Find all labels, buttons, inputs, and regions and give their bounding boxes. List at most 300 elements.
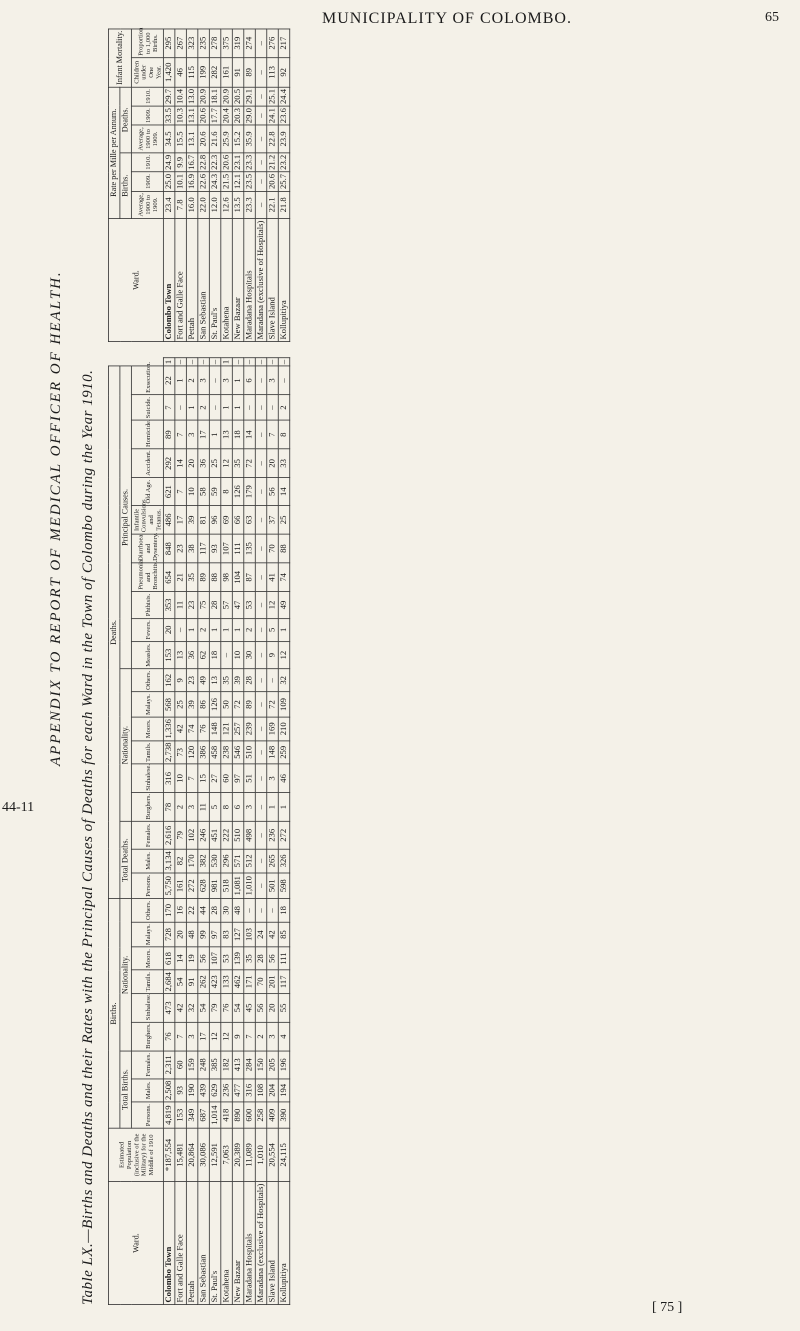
rates-row: [278, 29, 289, 342]
value-cell: 296: [221, 849, 232, 872]
value-cell: 66: [232, 506, 243, 535]
value-cell: 30,086: [198, 1128, 209, 1181]
value-cell: 23.9: [278, 126, 289, 153]
value-cell: 477: [232, 1079, 243, 1102]
value-cell: 7: [244, 1022, 255, 1051]
value-cell: 74: [186, 717, 197, 740]
value-cell: 21: [175, 563, 186, 592]
value-cell: *187,554: [163, 1128, 174, 1181]
value-cell: –: [255, 641, 266, 668]
value-cell: 103: [244, 922, 255, 947]
value-cell: 54: [198, 994, 209, 1023]
value-cell: 201: [267, 970, 278, 994]
value-cell: 162: [163, 669, 174, 692]
value-cell: 21.5: [221, 172, 232, 191]
side-number: 44-11: [2, 800, 35, 815]
value-cell: 1: [267, 793, 278, 822]
value-cell: 20.6: [198, 126, 209, 153]
births-deaths-col-header: Females.: [131, 1051, 163, 1079]
value-cell: 1: [209, 420, 220, 449]
value-cell: –: [255, 717, 266, 740]
value-cell: –: [255, 58, 266, 87]
value-cell: 25.1: [267, 87, 278, 106]
births-deaths-col-header: Malays.: [131, 692, 163, 717]
value-cell: 117: [278, 970, 289, 994]
births-deaths-total-row: [163, 358, 174, 1305]
value-cell: 6: [244, 366, 255, 395]
value-cell: 91: [186, 970, 197, 994]
ward-name-cell: St. Paul's: [209, 219, 220, 342]
value-cell: 96: [209, 506, 220, 535]
value-cell: –: [255, 29, 266, 58]
value-cell: 135: [244, 534, 255, 563]
value-cell: 267: [175, 29, 186, 58]
value-cell: 13.5: [232, 191, 243, 218]
ward-name-cell: Kotahena: [221, 1182, 232, 1305]
value-cell: 102: [186, 822, 197, 850]
value-cell: 60: [175, 1051, 186, 1079]
value-cell: –: [255, 358, 266, 366]
rates-row: [232, 29, 243, 342]
value-cell: 10.1: [175, 172, 186, 191]
value-cell: 32: [278, 669, 289, 692]
value-cell: 49: [278, 592, 289, 619]
value-cell: 4,819: [163, 1102, 174, 1128]
value-cell: –: [267, 669, 278, 692]
value-cell: 72: [244, 449, 255, 478]
value-cell: 7: [175, 478, 186, 506]
value-cell: 3: [186, 793, 197, 822]
value-cell: 246: [198, 822, 209, 850]
value-cell: 2,311: [163, 1051, 174, 1079]
value-cell: 9.9: [175, 153, 186, 172]
running-header-text: APPENDIX TO REPORT OF MEDICAL OFFICER OF HEALTH.: [48, 270, 64, 766]
births-deaths-col-header: Suicide.: [131, 395, 163, 420]
value-cell: 83: [221, 922, 232, 947]
value-cell: 319: [232, 29, 243, 58]
infant-mortality-header: Infant Mortality.: [108, 29, 131, 87]
births-deaths-col-header: Burghers.: [131, 1022, 163, 1051]
value-cell: 93: [209, 534, 220, 563]
value-cell: 54: [232, 994, 243, 1023]
value-cell: 28: [209, 899, 220, 922]
value-cell: –: [255, 449, 266, 478]
births-deaths-row: [278, 358, 289, 1305]
value-cell: 25.7: [278, 172, 289, 191]
rates-col-header: 1909.: [131, 172, 163, 191]
value-cell: 15.5: [175, 126, 186, 153]
value-cell: 353: [163, 592, 174, 619]
value-cell: 73: [175, 741, 186, 765]
value-cell: 113: [267, 58, 278, 87]
value-cell: 5: [209, 793, 220, 822]
value-cell: –: [255, 126, 266, 153]
value-cell: 295: [163, 29, 174, 58]
value-cell: 15.2: [232, 126, 243, 153]
value-cell: 35: [232, 449, 243, 478]
births-deaths-row: [232, 358, 243, 1305]
value-cell: 3: [221, 366, 232, 395]
ward-name-cell: Colombo Town: [163, 1182, 174, 1305]
value-cell: 59: [209, 478, 220, 506]
value-cell: 3: [267, 1022, 278, 1051]
value-cell: 1: [186, 618, 197, 641]
births-group-header: Births.: [108, 899, 119, 1128]
value-cell: 12,591: [209, 1128, 220, 1181]
value-cell: 687: [198, 1102, 209, 1128]
ward-name-cell: Maradana (exclusive of Hospitals): [255, 1182, 266, 1305]
value-cell: 25: [175, 692, 186, 717]
ward-name-cell: New Bazaar: [232, 219, 243, 342]
value-cell: 20: [267, 449, 278, 478]
births-deaths-col-header: Others.: [131, 899, 163, 922]
value-cell: 36: [186, 641, 197, 668]
value-cell: 598: [278, 873, 289, 899]
ward-name-cell: Pettah: [186, 1182, 197, 1305]
value-cell: 890: [232, 1102, 243, 1128]
ward-name-cell: Slave Island: [267, 219, 278, 342]
value-cell: 473: [163, 994, 174, 1023]
value-cell: 69: [221, 506, 232, 535]
value-cell: 37: [267, 506, 278, 535]
value-cell: 1: [278, 793, 289, 822]
rates-col-header: Average, 1900 to 1909.: [131, 191, 163, 218]
value-cell: 38: [186, 534, 197, 563]
value-cell: –: [255, 420, 266, 449]
value-cell: –: [255, 172, 266, 191]
value-cell: 282: [209, 58, 220, 87]
value-cell: 512: [244, 849, 255, 872]
value-cell: 571: [232, 849, 243, 872]
value-cell: 375: [221, 29, 232, 58]
value-cell: 10.3: [175, 106, 186, 125]
value-cell: 98: [221, 563, 232, 592]
value-cell: 45: [244, 994, 255, 1023]
value-cell: 58: [198, 478, 209, 506]
value-cell: 413: [232, 1051, 243, 1079]
value-cell: 462: [232, 970, 243, 994]
value-cell: 28: [209, 592, 220, 619]
value-cell: 210: [278, 717, 289, 740]
value-cell: 8: [221, 478, 232, 506]
ward-name-cell: Maradana (exclusive of Hospitals): [255, 219, 266, 342]
value-cell: 2: [278, 395, 289, 420]
value-cell: 510: [244, 741, 255, 765]
value-cell: 16: [175, 899, 186, 922]
value-cell: 148: [209, 717, 220, 740]
value-cell: –: [221, 641, 232, 668]
running-header-left: [48, 6, 78, 766]
value-cell: 56: [267, 478, 278, 506]
births-deaths-col-header: Tamils.: [131, 741, 163, 765]
value-cell: 11: [198, 793, 209, 822]
value-cell: 1: [221, 358, 232, 366]
value-cell: 56: [267, 947, 278, 970]
rates-col-header: 1909.: [131, 106, 163, 125]
value-cell: –: [244, 358, 255, 366]
value-cell: 13.0: [186, 87, 197, 106]
births-deaths-col-header: Accident.: [131, 449, 163, 478]
value-cell: 5: [267, 618, 278, 641]
births-deaths-table: [108, 357, 290, 1305]
value-cell: 236: [221, 1079, 232, 1102]
value-cell: 41: [267, 563, 278, 592]
value-cell: 76: [221, 994, 232, 1023]
value-cell: –: [255, 153, 266, 172]
value-cell: 2: [244, 618, 255, 641]
value-cell: 159: [186, 1051, 197, 1079]
value-cell: 120: [186, 741, 197, 765]
value-cell: 12: [221, 449, 232, 478]
value-cell: 510: [232, 822, 243, 850]
value-cell: –: [255, 899, 266, 922]
value-cell: 2,616: [163, 822, 174, 850]
value-cell: 24,115: [278, 1128, 289, 1181]
value-cell: 1,010: [244, 873, 255, 899]
value-cell: 148: [267, 741, 278, 765]
value-cell: 3,134: [163, 849, 174, 872]
value-cell: 161: [175, 873, 186, 899]
value-cell: 728: [163, 922, 174, 947]
value-cell: 22.3: [209, 153, 220, 172]
value-cell: –: [186, 358, 197, 366]
value-cell: 20: [267, 994, 278, 1023]
births-deaths-col-header: Pneumonia and Bronchitis.: [131, 563, 163, 592]
value-cell: 133: [221, 970, 232, 994]
value-cell: –: [255, 741, 266, 765]
value-cell: 171: [244, 970, 255, 994]
value-cell: 34.5: [163, 126, 174, 153]
value-cell: 48: [232, 899, 243, 922]
value-cell: 458: [209, 741, 220, 765]
value-cell: 258: [255, 1102, 266, 1128]
value-cell: 182: [221, 1051, 232, 1079]
value-cell: 24: [255, 922, 266, 947]
value-cell: 56: [198, 947, 209, 970]
births-deaths-col-header: Exsecution.: [131, 366, 163, 395]
value-cell: –: [175, 358, 186, 366]
rates-col-header: 1910.: [131, 87, 163, 106]
value-cell: 63: [244, 506, 255, 535]
value-cell: 20.4: [221, 106, 232, 125]
ward-name-cell: Kotahena: [221, 219, 232, 342]
value-cell: 23: [175, 534, 186, 563]
value-cell: 3: [244, 793, 255, 822]
value-cell: 153: [175, 1102, 186, 1128]
value-cell: 20.6: [267, 172, 278, 191]
value-cell: 236: [267, 822, 278, 850]
value-cell: 20: [175, 922, 186, 947]
births-deaths-col-header: Infantile Convulsions and Tetanus.: [131, 506, 163, 535]
value-cell: 30: [244, 641, 255, 668]
value-cell: 47: [232, 592, 243, 619]
rates-row: [221, 29, 232, 342]
value-cell: 78: [163, 793, 174, 822]
value-cell: 2: [186, 366, 197, 395]
value-cell: 9: [267, 641, 278, 668]
rates-row: [209, 29, 220, 342]
value-cell: –: [255, 506, 266, 535]
value-cell: 600: [244, 1102, 255, 1128]
value-cell: –: [255, 106, 266, 125]
population-header: Estimated Population (inclusive of the Military) for the Middle of 1910: [108, 1128, 163, 1181]
ward-header-2: Ward.: [108, 219, 163, 342]
value-cell: 39: [186, 506, 197, 535]
value-cell: –: [209, 358, 220, 366]
value-cell: 23.5: [244, 172, 255, 191]
value-cell: 10.4: [175, 87, 186, 106]
value-cell: 111: [278, 947, 289, 970]
rates-row: [175, 29, 186, 342]
value-cell: –: [244, 899, 255, 922]
value-cell: 15,481: [175, 1128, 186, 1181]
rates-table: [108, 29, 290, 343]
births-deaths-col-header: Homicide.: [131, 420, 163, 449]
value-cell: –: [175, 395, 186, 420]
value-cell: 55: [278, 994, 289, 1023]
value-cell: –: [255, 793, 266, 822]
value-cell: 18: [232, 420, 243, 449]
value-cell: 7: [175, 1022, 186, 1051]
value-cell: 451: [209, 822, 220, 850]
rates-row: [198, 29, 209, 342]
value-cell: 259: [278, 741, 289, 765]
value-cell: 12.0: [209, 191, 220, 218]
value-cell: 23.3: [244, 153, 255, 172]
value-cell: 14: [278, 478, 289, 506]
value-cell: 20: [163, 618, 174, 641]
value-cell: –: [278, 366, 289, 395]
rates-col-header: 1910.: [131, 153, 163, 172]
value-cell: 107: [209, 947, 220, 970]
value-cell: 97: [232, 764, 243, 793]
value-cell: 7: [175, 420, 186, 449]
value-cell: 13.1: [186, 106, 197, 125]
value-cell: 9: [175, 669, 186, 692]
value-cell: 14: [244, 420, 255, 449]
value-cell: 257: [232, 717, 243, 740]
value-cell: 10: [175, 764, 186, 793]
value-cell: 1: [232, 618, 243, 641]
value-cell: 72: [232, 692, 243, 717]
value-cell: 20.9: [221, 87, 232, 106]
value-cell: 7,063: [221, 1128, 232, 1181]
value-cell: 24.1: [267, 106, 278, 125]
births-deaths-col-header: Phthisis.: [131, 592, 163, 619]
value-cell: 24.3: [209, 172, 220, 191]
births-deaths-row: [255, 358, 266, 1305]
value-cell: 1,014: [209, 1102, 220, 1128]
value-cell: 23: [186, 592, 197, 619]
value-cell: 16.9: [186, 172, 197, 191]
value-cell: 99: [198, 922, 209, 947]
births-deaths-row: [198, 358, 209, 1305]
ward-name-cell: Kollupitiya: [278, 1182, 289, 1305]
value-cell: 108: [255, 1079, 266, 1102]
value-cell: 17.7: [209, 106, 220, 125]
value-cell: 23.1: [232, 153, 243, 172]
value-cell: 24.9: [163, 153, 174, 172]
value-cell: 4: [278, 1022, 289, 1051]
value-cell: 32: [186, 994, 197, 1023]
value-cell: 86: [198, 692, 209, 717]
value-cell: 97: [209, 922, 220, 947]
value-cell: 21.6: [209, 126, 220, 153]
value-cell: 54: [175, 970, 186, 994]
value-cell: 23.4: [163, 191, 174, 218]
value-cell: 1: [278, 618, 289, 641]
value-cell: 2: [198, 618, 209, 641]
value-cell: 53: [221, 947, 232, 970]
value-cell: 49: [198, 669, 209, 692]
births-deaths-col-header: Males.: [131, 849, 163, 872]
value-cell: 170: [163, 899, 174, 922]
births-deaths-col-header: Persons.: [131, 1102, 163, 1128]
value-cell: –: [255, 366, 266, 395]
value-cell: –: [175, 618, 186, 641]
value-cell: 1: [232, 366, 243, 395]
value-cell: 1: [163, 358, 174, 366]
value-cell: 2: [198, 395, 209, 420]
value-cell: 50: [221, 692, 232, 717]
ward-name-cell: St. Paul's: [209, 1182, 220, 1305]
births-deaths-col-header: Old Age.: [131, 478, 163, 506]
ward-name-cell: Slave Island: [267, 1182, 278, 1305]
value-cell: 33: [278, 449, 289, 478]
value-cell: 3: [267, 366, 278, 395]
value-cell: 51: [244, 764, 255, 793]
value-cell: 42: [175, 717, 186, 740]
value-cell: 70: [255, 970, 266, 994]
value-cell: 21.8: [278, 191, 289, 218]
value-cell: –: [209, 366, 220, 395]
value-cell: 3: [267, 764, 278, 793]
value-cell: 486: [163, 506, 174, 535]
rotated-table-sheet: [80, 15, 655, 1305]
value-cell: 17: [198, 1022, 209, 1051]
value-cell: 3: [186, 420, 197, 449]
value-cell: 11,089: [244, 1128, 255, 1181]
births-deaths-row: [267, 358, 278, 1305]
value-cell: 276: [267, 29, 278, 58]
deaths-group-header: Deaths.: [108, 366, 119, 899]
value-cell: 25: [278, 506, 289, 535]
value-cell: 46: [175, 58, 186, 87]
value-cell: 76: [198, 717, 209, 740]
value-cell: 91: [232, 58, 243, 87]
value-cell: 501: [267, 873, 278, 899]
value-cell: 518: [221, 873, 232, 899]
ward-name-cell: New Bazaar: [232, 1182, 243, 1305]
ward-name-cell: Fort and Galle Face: [175, 1182, 186, 1305]
value-cell: –: [255, 764, 266, 793]
value-cell: 22: [163, 366, 174, 395]
value-cell: 1: [232, 395, 243, 420]
value-cell: 423: [209, 970, 220, 994]
value-cell: 33.5: [163, 106, 174, 125]
value-cell: 12: [209, 1022, 220, 1051]
births-deaths-col-header: Sinhalese.: [131, 764, 163, 793]
value-cell: 18: [278, 899, 289, 922]
value-cell: 42: [267, 922, 278, 947]
value-cell: 82: [175, 849, 186, 872]
value-cell: 13: [209, 669, 220, 692]
value-cell: 16.0: [186, 191, 197, 218]
rates-row: [186, 29, 197, 342]
value-cell: 248: [198, 1051, 209, 1079]
value-cell: 56: [255, 994, 266, 1023]
value-cell: 20.6: [198, 106, 209, 125]
